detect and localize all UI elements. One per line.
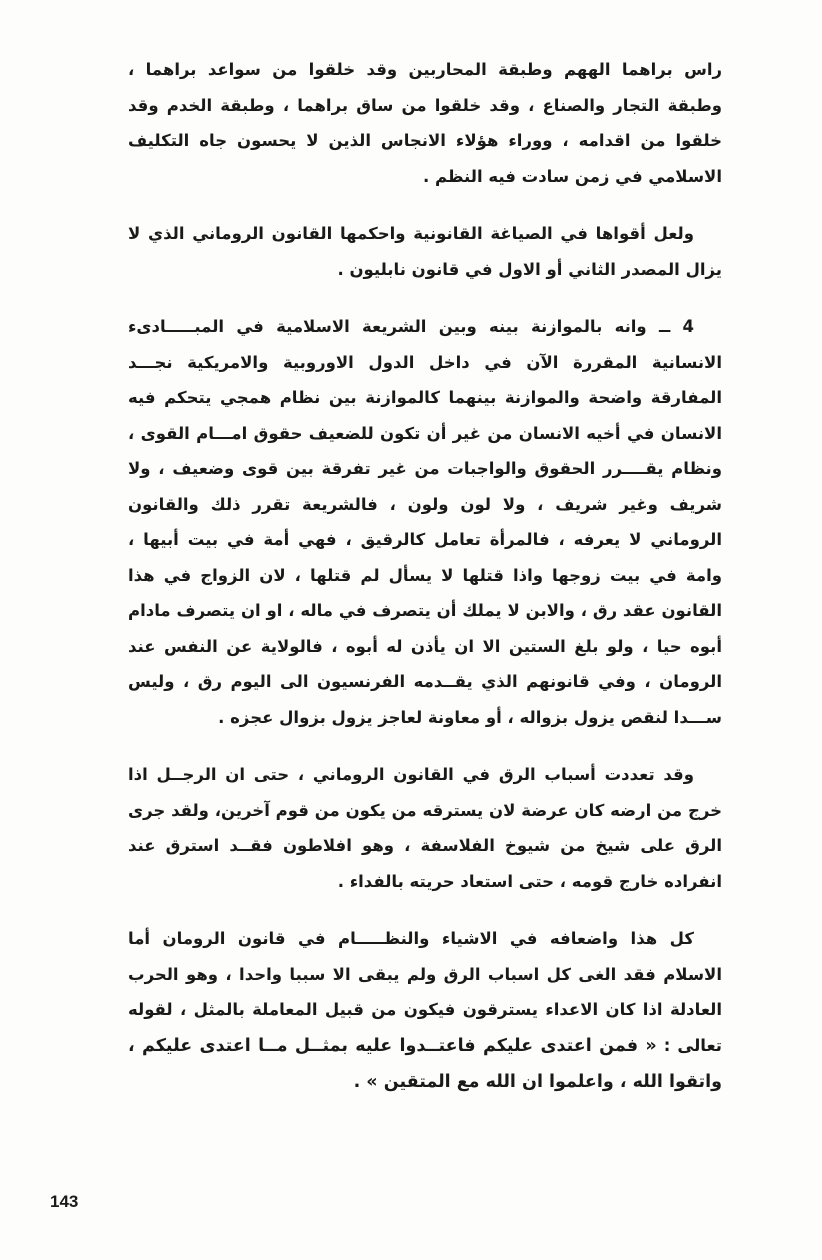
paragraph-4: وقد تعددت أسباب الرق في القانون الروماني ، حتى ان الرجــل اذا خرج من ارضه كان عرضة لان يسترقه من يكون من قوم آخرين، ولقد جرى الرق على شيخ من شيوخ الفلاسفة ، وهو افلاطون فقــد استرق عند انفراده خارج قومه ، حتى استعاد حريته بالفداء .	[128, 765, 722, 891]
body-text	[128, 52, 722, 1123]
paragraph-5-text: كل هذا واضعافه في الاشياء والنظـــــام في قانون الرومان أما الاسلام فقد الغى كل اسباب الرق ولم يبقى الا سببا واحدا ، وهو الحرب العادلة اذا كان الاعداء يسترقون فيكون من قبيل المعاملة بالمثل ، لقوله تعالى :	[128, 929, 723, 1055]
paragraph-3: 4 ــ وانه بالموازنة بينه وبين الشريعة الاسلامية في المبـــــادىء الانسانية المقررة الآن في داخل الدول الاوروبية والامريكية نجـــد المفارقة واضحة والموازنة بينهما كالموازنة بين نظام همجي يتحكم فيه الانسان في أخيه الانسان من غير أن تكون للضعيف حقوق امـــام القوى ، ونظام يقــــرر الحقوق والواجبات من غير تفرقة بين قوى وضعيف ، ولا شريف وغير شريف ، ولا لون ولون ، فالشريعة تقرر ذلك والقانون الروماني لا يعرفه ، فالمرأة تعامل كالرقيق ، فهي أمة في بيت أبيها ، وامة في بيت زوجها واذا قتلها لا يسأل لم قتلها ، لان الزواج في هذا القانون عقد رق ، والابن لا يملك أن يتصرف في ماله ، او ان يتصرف مادام أبوه حيا ، ولو بلغ الستين الا ان يأذن له أبوه ، فالولاية عن النفس عند الرومان ، وفي قانونهم الذي يقــدمه الفرنسيون الى اليوم رق ، وليس ســـدا لنقص يزول بزواله ، أو معاونة لعاجز يزول بزوال عجزه .	[128, 317, 722, 727]
paragraph-2: ولعل أقواها في الصياغة القانونية واحكمها القانون الروماني الذي لا يزال المصدر الثاني أو الاول في قانون نابليون .	[128, 224, 722, 279]
page-number: 143	[50, 1192, 79, 1211]
paragraph-5	[128, 921, 722, 1101]
paragraph-1: راس براهما الههم وطبقة المحاربين وقد خلقوا من سواعد براهما ، وطبقة التجار والصناع ، وقد خلقوا من ساق براهما ، وطبقة الخدم وقد خلقوا من اقدامه ، ووراء هؤلاء الانجاس الذين لا يحسون جاه التكليف الاسلامي في زمن سادت فيه النظم .	[128, 60, 722, 186]
quran-quote: « فمن اعتدى عليكم فاعتــدوا عليه بمثــل مــا اعتدى عليكم ، واتقوا الله ، واعلموا ان الله مع المتقين » .	[128, 1035, 722, 1092]
